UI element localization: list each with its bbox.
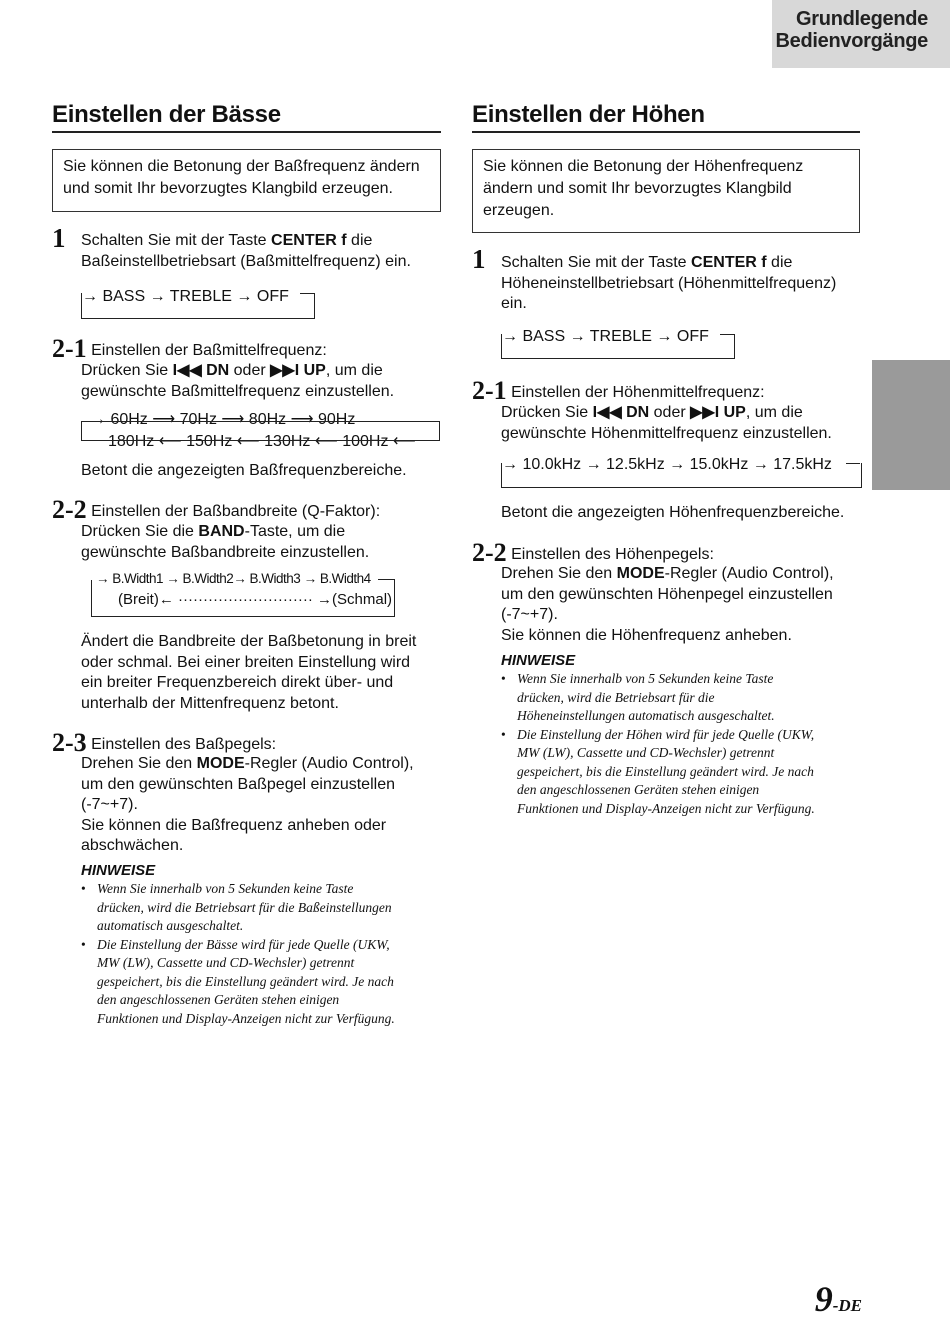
right-step21-c: , um die xyxy=(745,404,803,421)
right-step21-a: Drücken Sie xyxy=(501,404,593,421)
left-step23-number: 2-3 xyxy=(52,728,87,757)
right-step1-key: CENTER f xyxy=(691,254,767,271)
left-freq-bottom: 180Hz ⟵ 150Hz ⟵ 130Hz ⟵ 100Hz ⟵ xyxy=(108,433,416,450)
page-number-suffix: -DE xyxy=(832,1296,862,1315)
left-bw-top: → B.Width1 → B.Width2→ B.Width3 → B.Width4 xyxy=(96,571,371,586)
right-mode-flow-tick xyxy=(720,334,734,335)
left-step22-result-1: Ändert die Bandbreite der Baßbetonung in breit xyxy=(81,633,417,650)
left-step21-heading: Einstellen der Baßmittelfrequenz: xyxy=(86,342,327,359)
left-step23-line6: abschwächen. xyxy=(81,837,184,854)
left-intro-box xyxy=(52,149,441,212)
left-hints-list xyxy=(81,880,451,1028)
right-step22-line5: Sie können die Höhenfrequenz anheben. xyxy=(501,626,792,644)
left-hint-1: • Wenn Sie innerhalb von 5 Sekunden keine Taste drücken, wird die Betriebsart für die Baßeinstellungen automatisch ausgeschaltet. xyxy=(81,880,451,936)
right-freq-bracket xyxy=(501,463,862,488)
left-hint-2-line5: Funktionen und Display-Anzeigen nicht zur Verfügung. xyxy=(97,1010,395,1026)
left-step22-b: -Taste, um die xyxy=(244,523,346,540)
page-number-value: 9 xyxy=(814,1279,833,1319)
left-step23-b: -Regler (Audio Control), xyxy=(244,755,414,772)
right-freq-tick xyxy=(846,463,860,464)
left-step1-key: CENTER f xyxy=(271,232,347,249)
right-step1 xyxy=(472,244,486,275)
side-marker xyxy=(872,360,950,490)
left-step1-number: 1 xyxy=(52,223,66,253)
right-step1-text xyxy=(501,253,836,315)
right-step21 xyxy=(472,378,765,404)
left-intro-line2: und somit Ihr bevorzugtes Klangbild erzeugen. xyxy=(63,180,393,197)
left-hint-1-line2: drücken, wird die Betriebsart für die Baßeinstellungen xyxy=(97,899,392,915)
page-number xyxy=(815,1278,862,1320)
right-up-key: ▶▶I UP xyxy=(690,404,746,421)
left-step1-text-a: Schalten Sie mit der Taste xyxy=(81,232,272,249)
left-step1-line2: Baßeinstellbetriebsart (Baßmittelfrequenz) ein. xyxy=(81,252,411,270)
left-step23-text xyxy=(81,754,414,857)
left-step22-heading: Einstellen der Baßbandbreite (Q-Faktor): xyxy=(86,503,381,520)
left-mode-flow-tick xyxy=(300,293,314,294)
right-step1-line3: ein. xyxy=(501,295,527,312)
left-step23-a: Drehen Sie den xyxy=(81,755,197,772)
right-step1-text-b: die xyxy=(766,254,793,271)
right-hints-list xyxy=(501,670,871,818)
right-hint-2-line2: MW (LW), Cassette und CD-Wechsler) getrennt xyxy=(517,745,775,760)
left-bw-tick xyxy=(378,579,395,580)
left-hint-1-line3: automatisch ausgeschaltet. xyxy=(97,918,244,933)
left-title: Einstellen der Bässe xyxy=(52,101,281,128)
right-title-rule xyxy=(472,131,860,133)
right-step22-number: 2-2 xyxy=(472,538,507,567)
right-dn-key: I◀◀ DN xyxy=(592,404,650,421)
left-freq-top: → 60Hz ⟶ 70Hz ⟶ 80Hz ⟶ 90Hz xyxy=(90,411,356,428)
right-step21-line3: gewünschte Höhenmittelfrequenz einzustellen. xyxy=(501,424,832,442)
left-step22-a: Drücken Sie die xyxy=(81,523,199,540)
left-step23 xyxy=(52,730,276,756)
left-hint-1-line1: Wenn Sie innerhalb von 5 Sekunden keine Taste xyxy=(97,881,354,896)
left-bw-bottom: (Breit)← ··························· →(Schmal) xyxy=(118,591,393,608)
left-step23-heading: Einstellen des Baßpegels: xyxy=(86,736,277,753)
right-step22-text xyxy=(501,564,834,646)
left-step1-text-b: die xyxy=(346,232,373,249)
left-step21-result: Betont die angezeigten Baßfrequenzbereiche. xyxy=(81,462,407,479)
left-mode-flow-bracket xyxy=(81,293,315,319)
right-mode-flow-bracket xyxy=(501,334,735,359)
right-hint-2-line5: Funktionen und Display-Anzeigen nicht zur Verfügung. xyxy=(517,800,815,816)
right-title: Einstellen der Höhen xyxy=(472,101,705,128)
left-step23-line3: um den gewünschten Baßpegel einzustellen xyxy=(81,775,395,793)
right-step1-number: 1 xyxy=(472,244,486,274)
right-mode-flow: → BASS → TREBLE → OFF xyxy=(502,328,709,345)
right-step22-line4: (-7~+7). xyxy=(501,606,558,623)
right-step21-number: 2-1 xyxy=(472,376,507,405)
right-intro-line3: erzeugen. xyxy=(483,202,555,219)
section-tab-line2: Bedienvorgänge xyxy=(775,30,928,52)
left-step22-line3: gewünschte Baßbandbreite einzustellen. xyxy=(81,543,370,561)
left-step21 xyxy=(52,336,327,362)
left-step22-result-4: unterhalb der Mittenfrequenz betont. xyxy=(81,694,339,712)
left-step21-number: 2-1 xyxy=(52,334,87,363)
right-intro-box xyxy=(472,149,860,233)
left-step1-text xyxy=(81,231,411,272)
right-hint-2: • Die Einstellung der Höhen wird für jede Quelle (UKW, MW (LW), Cassette und CD-Wechsler) getrennt gespeichert, bis die Einstellung geändert wird. Je nach den angeschlossenen Geräten stehen einigen Funktionen und Display-Anzeigen nicht zur Verfügung. xyxy=(501,726,871,819)
section-tab-line1: Grundlegende xyxy=(796,8,928,30)
right-step1-line2: Höheneinstellbetriebsart (Höhenmittelfrequenz) xyxy=(501,274,837,292)
right-step21-result: Betont die angezeigten Höhenfrequenzbereiche. xyxy=(501,504,845,521)
right-step1-text-a: Schalten Sie mit der Taste xyxy=(501,254,692,271)
right-hint-1-line1: Wenn Sie innerhalb von 5 Sekunden keine Taste xyxy=(517,671,774,686)
left-dn-key: I◀◀ DN xyxy=(172,362,230,379)
right-step22-heading: Einstellen des Höhenpegels: xyxy=(506,546,714,563)
left-step22 xyxy=(52,497,380,523)
right-step21-text xyxy=(501,403,832,444)
left-step23-line5: Sie können die Baßfrequenz anheben oder xyxy=(81,816,387,834)
left-step22-result xyxy=(81,632,416,714)
left-mode-flow: → BASS → TREBLE → OFF xyxy=(82,288,289,305)
left-mode-key: MODE xyxy=(196,755,245,772)
left-step22-text xyxy=(81,522,369,563)
right-intro-line2: ändern und somit Ihr bevorzugtes Klangbild xyxy=(483,180,792,197)
right-intro-line1: Sie können die Betonung der Höhenfrequenz xyxy=(483,158,804,175)
right-freq-flow: → 10.0kHz → 12.5kHz → 15.0kHz → 17.5kHz xyxy=(502,456,832,473)
right-hint-1-line2: drücken, wird die Betriebsart für die xyxy=(517,689,715,705)
right-hint-2-line3: gespeichert, bis die Einstellung geändert wird. Je nach xyxy=(517,763,814,779)
left-freq-loop xyxy=(81,421,440,441)
left-step1 xyxy=(52,223,66,254)
right-mode-key: MODE xyxy=(616,565,665,582)
right-hint-2-line4: den angeschlossenen Geräten stehen einigen xyxy=(517,782,760,797)
right-step22-line3: um den gewünschten Höhenpegel einzustellen xyxy=(501,585,833,603)
left-up-key: ▶▶I UP xyxy=(270,362,326,379)
right-step21-b: oder xyxy=(649,404,691,421)
left-step21-c: , um die xyxy=(325,362,383,379)
right-hint-2-line1: Die Einstellung der Höhen wird für jede Quelle (UKW, xyxy=(517,726,815,742)
left-intro-line1: Sie können die Betonung der Baßfrequenz ändern xyxy=(63,158,420,175)
left-hints-title: HINWEISE xyxy=(81,862,156,879)
left-hint-2: • Die Einstellung der Bässe wird für jede Quelle (UKW, MW (LW), Cassette und CD-Wechsler) getrennt gespeichert, bis die Einstellung geändert wird. Je nach den angeschlossenen Geräten stehen einigen Funktionen und Display-Anzeigen nicht zur Verfügung. xyxy=(81,936,451,1029)
left-step21-b: oder xyxy=(229,362,271,379)
right-step22 xyxy=(472,540,714,566)
left-step22-result-2: oder schmal. Bei einer breiten Einstellung wird xyxy=(81,653,411,671)
left-hint-2-line3: gespeichert, bis die Einstellung geändert wird. Je nach xyxy=(97,973,394,989)
left-band-key: BAND xyxy=(198,523,245,540)
left-step22-number: 2-2 xyxy=(52,495,87,524)
right-step22-a: Drehen Sie den xyxy=(501,565,617,582)
right-step21-heading: Einstellen der Höhenmittelfrequenz: xyxy=(506,384,765,401)
left-step23-line4: (-7~+7). xyxy=(81,796,138,813)
right-step22-b: -Regler (Audio Control), xyxy=(664,565,834,582)
left-step21-text xyxy=(81,361,394,402)
left-hint-2-line4: den angeschlossenen Geräten stehen einigen xyxy=(97,992,340,1007)
right-hint-1: • Wenn Sie innerhalb von 5 Sekunden keine Taste drücken, wird die Betriebsart für die Höheneinstellungen automatisch ausgeschaltet. xyxy=(501,670,871,726)
left-hint-2-line1: Die Einstellung der Bässe wird für jede Quelle (UKW, xyxy=(97,936,390,952)
left-step21-line3: gewünschte Baßmittelfrequenz einzustellen. xyxy=(81,382,395,400)
section-tab xyxy=(772,0,950,68)
left-step21-a: Drücken Sie xyxy=(81,362,173,379)
left-title-rule xyxy=(52,131,441,133)
left-step22-result-3: ein breiter Frequenzbereich direkt über- und xyxy=(81,674,394,691)
left-hint-2-line2: MW (LW), Cassette und CD-Wechsler) getrennt xyxy=(97,955,355,970)
right-hints-title: HINWEISE xyxy=(501,652,576,669)
right-hint-1-line3: Höheneinstellungen automatisch ausgeschaltet. xyxy=(517,708,775,723)
